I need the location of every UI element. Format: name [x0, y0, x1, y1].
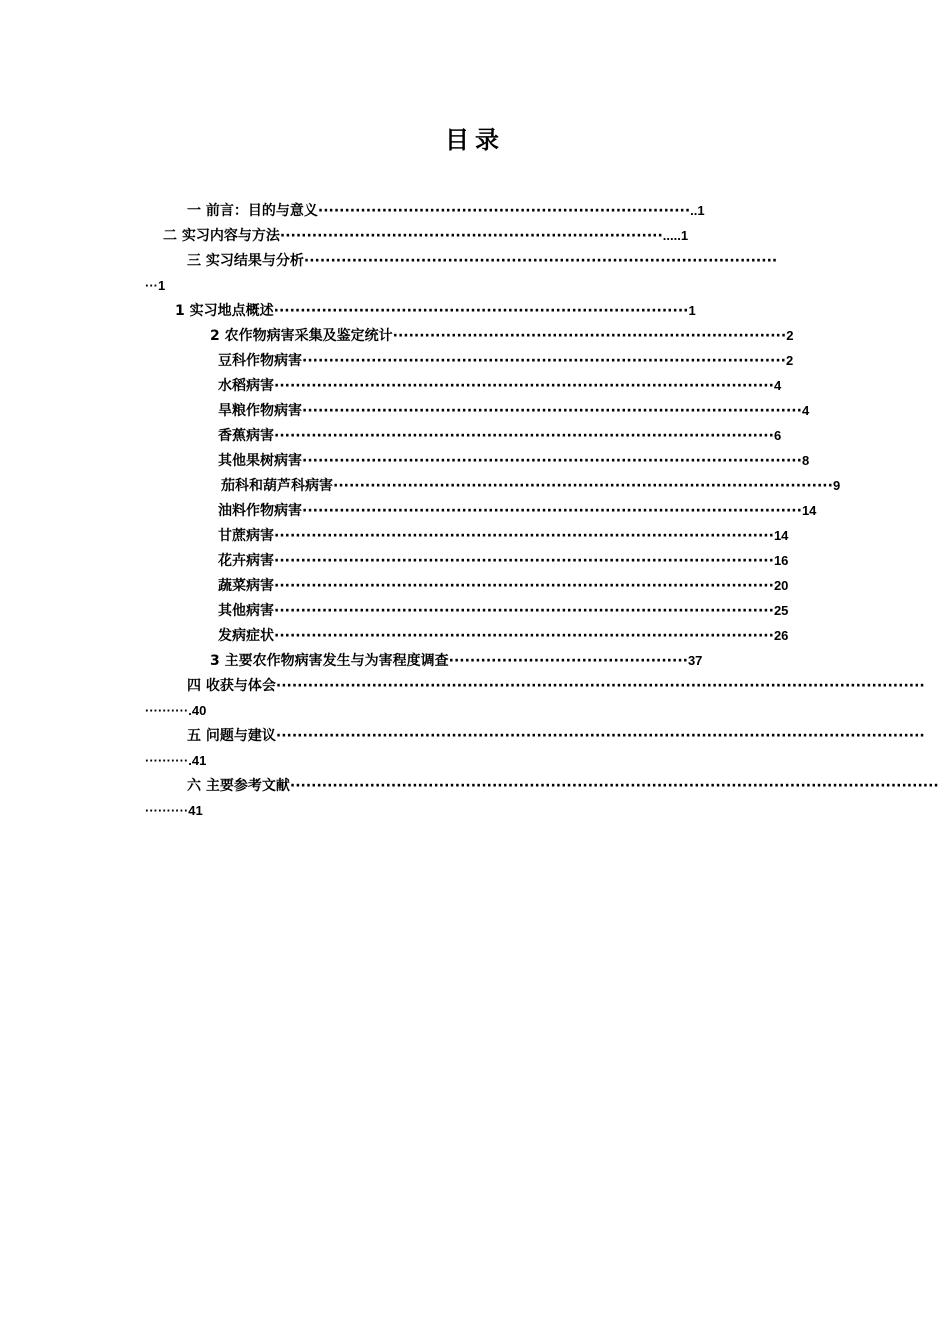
- toc-entry-page: 14: [773, 528, 789, 543]
- toc-entry-page: .....1: [662, 228, 689, 243]
- leader-dots: ······························································································: [274, 553, 774, 569]
- toc-title: 目录: [445, 126, 505, 154]
- toc-entry-page: 8: [801, 453, 810, 468]
- toc-entry-page: ··········.41: [145, 753, 207, 768]
- toc-entry-page: 16: [773, 553, 789, 568]
- leader-dots: ······························································································: [302, 403, 802, 419]
- toc-entry[interactable]: [218, 602, 789, 620]
- toc-entry[interactable]: [218, 502, 817, 520]
- toc-entry-text: 甘蔗病害: [218, 528, 274, 544]
- toc-entry-text: 油料作物病害: [218, 503, 302, 519]
- toc-entry-text: 二 实习内容与方法: [163, 228, 280, 244]
- toc-entry-page: 25: [773, 603, 789, 618]
- toc-entry[interactable]: [218, 402, 810, 420]
- toc-entry-continuation: [145, 752, 265, 770]
- leader-dots: ······························································································: [274, 628, 774, 644]
- leader-dots: ······························································································: [302, 503, 802, 519]
- toc-entry-text: 发病症状: [218, 628, 274, 644]
- toc-entry[interactable]: [210, 652, 746, 670]
- toc-entry-page: 1: [688, 303, 696, 318]
- toc-entry-text: 香蕉病害: [218, 428, 274, 444]
- toc-entry-page: 26: [773, 628, 789, 643]
- toc-entry-page: 20: [773, 578, 789, 593]
- toc-entry[interactable]: [218, 552, 789, 570]
- toc-entry[interactable]: [210, 327, 794, 345]
- leader-dots: ······························································································: [274, 428, 774, 444]
- toc-entry[interactable]: [187, 202, 807, 220]
- toc-entry-page: ···1: [145, 278, 166, 293]
- toc-entry-page: 2: [785, 353, 794, 368]
- toc-entry[interactable]: [218, 427, 782, 445]
- toc-entry[interactable]: [218, 452, 810, 470]
- toc-entry-text: 1 实习地点概述: [175, 303, 274, 319]
- toc-entry-page: 4: [773, 378, 782, 393]
- toc-entry[interactable]: [221, 477, 841, 495]
- toc-entry-page: 37: [687, 653, 703, 668]
- leader-dots: ······································································: [317, 203, 691, 219]
- toc-entry-text: 六 主要参考文献: [187, 778, 290, 794]
- toc-entry[interactable]: [163, 227, 803, 245]
- toc-entry[interactable]: [218, 527, 789, 545]
- toc-entry-text: 水稻病害: [218, 378, 274, 394]
- leader-dots: ··························································································································: [275, 678, 925, 694]
- toc-entry-text: 一 前言：目的与意义: [187, 203, 318, 219]
- leader-dots: ······························································································: [302, 453, 802, 469]
- toc-entry-page: 2: [786, 328, 794, 343]
- toc-entry-text: 其他果树病害: [218, 453, 302, 469]
- toc-entry[interactable]: [175, 302, 755, 320]
- toc-entry-text: 其他病害: [218, 603, 274, 619]
- toc-entry-text: 花卉病害: [218, 553, 274, 569]
- leader-dots: ··························································································································: [275, 728, 925, 744]
- toc-entry-page: 14: [801, 503, 817, 518]
- toc-entry[interactable]: [187, 252, 807, 270]
- toc-entry-continuation: [145, 702, 265, 720]
- toc-entry-text: 茄科和葫芦科病害: [221, 478, 333, 494]
- toc-entry[interactable]: [218, 377, 782, 395]
- toc-entry-text: 豆科作物病害: [218, 353, 302, 369]
- toc-entry-page: 9: [832, 478, 841, 493]
- toc-entry-page: 6: [773, 428, 782, 443]
- leader-dots: ··········································································: [392, 328, 787, 344]
- leader-dots: ···························································································: [302, 353, 786, 369]
- toc-entry-text: 四 收获与体会: [187, 678, 276, 694]
- toc-entry[interactable]: [187, 677, 925, 695]
- toc-entry-page: ..1: [690, 203, 705, 218]
- leader-dots: ······························································································: [274, 378, 774, 394]
- toc-entry[interactable]: [218, 627, 789, 645]
- leader-dots: ··························································································································: [289, 778, 939, 794]
- leader-dots: ·············································: [448, 653, 688, 669]
- leader-dots: ······························································································: [274, 603, 774, 619]
- toc-entry[interactable]: [218, 577, 789, 595]
- toc-entry-continuation: [145, 277, 245, 295]
- leader-dots: ······························································································: [274, 578, 774, 594]
- leader-dots: ······························································································: [333, 478, 833, 494]
- toc-entry-page: 4: [801, 403, 810, 418]
- toc-entry[interactable]: [218, 352, 794, 370]
- toc-entry-text: 五 问题与建议: [187, 728, 276, 744]
- toc-entry-continuation: [145, 802, 265, 820]
- toc-entry-text: 蔬菜病害: [218, 578, 274, 594]
- toc-entry-text: 3 主要农作物病害发生与为害程度调查: [210, 653, 449, 669]
- leader-dots: ··············································································: [273, 303, 689, 319]
- toc-entry-page: ··········41: [145, 803, 203, 818]
- toc-entry-text: 三 实习结果与分析: [187, 253, 304, 269]
- toc-entry-page: ··········.40: [145, 703, 207, 718]
- toc-entry-text: 2 农作物病害采集及鉴定统计: [210, 328, 393, 344]
- toc-entry[interactable]: [187, 727, 925, 745]
- leader-dots: ········································································: [279, 228, 663, 244]
- leader-dots: ·························································································: [303, 253, 778, 269]
- leader-dots: ······························································································: [274, 528, 774, 544]
- toc-entry[interactable]: [187, 777, 939, 795]
- toc-entry-text: 旱粮作物病害: [218, 403, 302, 419]
